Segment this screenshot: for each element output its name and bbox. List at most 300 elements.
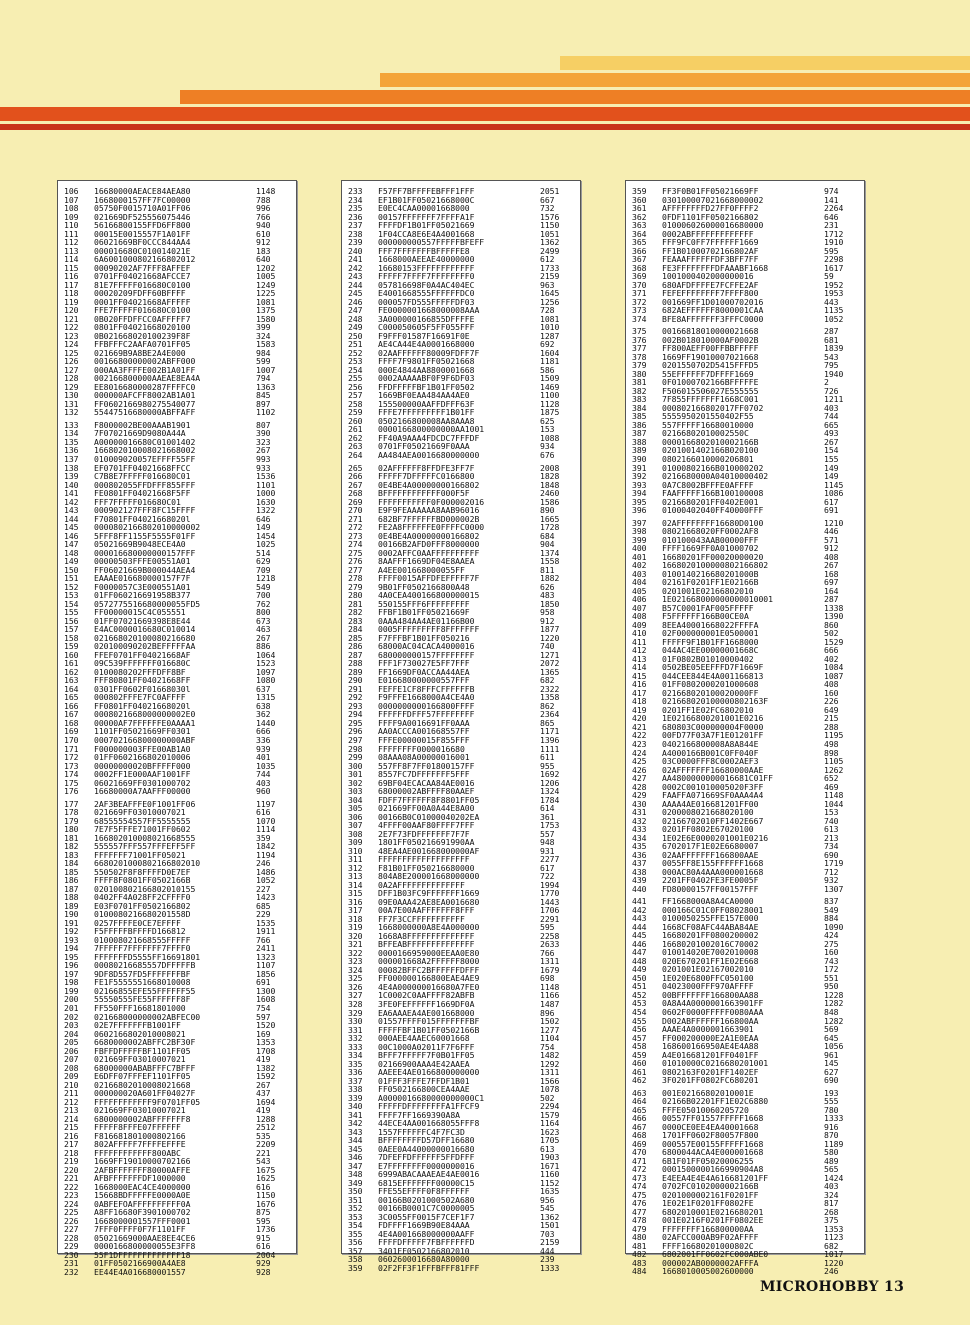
line-number: 217	[64, 1139, 79, 1150]
checksum: 1005	[256, 271, 276, 282]
checksum: 586	[540, 364, 555, 375]
line-number: 125	[64, 347, 79, 358]
checksum: 1189	[824, 1138, 844, 1149]
hex-data: 1E021668000000000010001	[662, 594, 773, 605]
line-number: 230	[64, 1249, 79, 1260]
hex-data: E03F0701FF0502166802	[94, 900, 191, 911]
hex-data: 8557FC7DFFFFFFF5FFF	[378, 769, 470, 780]
line-number: 384	[632, 402, 647, 413]
line-number: 223	[64, 1190, 79, 1201]
checksum: 1288	[256, 1113, 276, 1124]
line-number: 267	[348, 479, 363, 490]
checksum: 154	[824, 445, 839, 456]
line-number: 240	[348, 245, 363, 256]
checksum: 1148	[540, 981, 560, 992]
hex-data: F0000057C3E000551A01	[94, 581, 191, 592]
hex-data: FFFFF7FFFF7FFFFFFFF0	[378, 271, 475, 282]
checksum: 612	[540, 254, 555, 265]
listing-line	[348, 1264, 576, 1273]
line-number: 375	[632, 326, 647, 337]
hex-data: 16680201FF0800200002	[662, 930, 759, 941]
hex-data: 7F07021669D9080A44A	[94, 428, 186, 439]
line-number: 122	[64, 322, 79, 333]
hex-data: 1557FFFFFFC4F7FC3D	[378, 1126, 465, 1137]
checksum: 886	[256, 641, 271, 652]
checksum: 502	[824, 628, 839, 639]
line-number: 313	[348, 871, 363, 882]
hex-data: EF1B01FF05021668000C	[378, 194, 475, 205]
hex-data: 4E4A001668000000AAFF	[378, 1228, 475, 1239]
checksum: 2258	[540, 930, 560, 941]
line-number: 183	[64, 849, 79, 860]
line-number: 278	[348, 573, 363, 584]
checksum: 1911	[256, 926, 276, 937]
checksum: 788	[256, 194, 271, 205]
hex-data: 00166800000002ABFF000	[94, 356, 196, 367]
hex-data: FFFF9A0016691FF0AAA	[378, 717, 470, 728]
hex-data: FE2A8FFFFFFE0FFFFC0000	[378, 522, 485, 533]
line-number: 182	[64, 841, 79, 852]
checksum: 399	[256, 322, 271, 333]
hex-data: FFF7FFFFF016680C01	[94, 496, 181, 507]
line-number: 359	[632, 186, 647, 196]
line-number: 224	[64, 1198, 79, 1209]
hex-data: 01FF0802000201000608	[662, 679, 759, 690]
checksum: 323	[256, 436, 271, 447]
checksum: 227	[256, 883, 271, 894]
line-number: 137	[64, 453, 79, 464]
hex-data: FFF80801FF04021668FF	[94, 675, 191, 686]
hex-data: 020100802166802010155	[94, 883, 196, 894]
hex-data: 0572775516680000055FD5	[94, 598, 201, 609]
hex-data: 802AFFFFF7FFFFEFFFE	[94, 1139, 186, 1150]
hex-data: 0602600016680A80000	[378, 1254, 470, 1265]
checksum: 667	[540, 194, 555, 205]
checksum: 1994	[540, 879, 560, 890]
line-number: 194	[64, 943, 79, 954]
line-number: 347	[348, 1160, 363, 1171]
checksum: 2004	[256, 1249, 276, 1260]
checksum: 403	[256, 777, 271, 788]
line-number: 314	[348, 879, 363, 890]
checksum: 692	[540, 339, 555, 350]
line-number: 454	[632, 1006, 647, 1017]
hex-data: FFFF1669FF0A01000702	[662, 543, 759, 554]
hex-data: 010008021668555FFFFF	[94, 934, 191, 945]
line-number: 345	[348, 1143, 363, 1154]
checksum: 1353	[256, 1037, 276, 1048]
hex-data: 01010000C0216680201001	[662, 1058, 769, 1069]
line-number: 259	[348, 407, 363, 418]
hex-data: 02166B02201FF1E02C6880	[662, 1096, 769, 1107]
line-number: 315	[348, 888, 363, 899]
line-number: 367	[632, 254, 647, 265]
hex-data: 3F0201FF0802FC680201	[662, 1075, 759, 1086]
line-number: 157	[64, 624, 79, 635]
line-number: 316	[348, 896, 363, 907]
hex-data: 021669FF03010007021	[94, 807, 186, 818]
line-number: 382	[632, 385, 647, 396]
checksum: 766	[256, 211, 271, 222]
hex-data: 0000000000166800FFFF	[378, 700, 475, 711]
line-number: 271	[348, 513, 363, 524]
line-number: 226	[64, 1215, 79, 1226]
checksum: 613	[824, 824, 839, 835]
hex-data: 06021669FF0301000702	[94, 777, 191, 788]
checksum: 1362	[540, 1211, 560, 1222]
checksum: 555	[824, 1096, 839, 1107]
hex-data: 44ECE4AA001668055FFF8	[378, 1118, 480, 1129]
checksum: 1509	[540, 373, 560, 384]
hex-data: 68000AC04CACA4000016	[378, 641, 475, 652]
hex-data: 00A7E00AAFFFFFFF8FFF	[378, 905, 475, 916]
line-number: 145	[64, 522, 79, 533]
line-number: 124	[64, 339, 79, 350]
hex-data: FFFFFFDFFF57FFFFFFFF	[378, 709, 475, 720]
checksum: 1135	[824, 305, 844, 316]
line-number: 457	[632, 1032, 647, 1043]
line-number: 184	[64, 858, 79, 869]
hex-data: 804A8E200001668000000	[378, 871, 480, 882]
line-number: 482	[632, 1249, 647, 1260]
line-number: 377	[632, 343, 647, 354]
checksum: 912	[824, 543, 839, 554]
hex-data: 02166802010008021668	[94, 1079, 191, 1090]
checksum: 665	[824, 419, 839, 430]
hex-data: 0402FF4A028FF2CFFFF0	[94, 892, 191, 903]
line-number: 344	[348, 1135, 363, 1146]
hex-data: 0201001402166B020100	[662, 445, 759, 456]
hex-data: 0502BE05EEFFFD7F1669F	[662, 662, 764, 673]
hex-data: 02166702010FF1402E667	[662, 815, 764, 826]
line-number: 357	[348, 1245, 363, 1256]
hex-data: EF0701FF04021668FFCC	[94, 462, 191, 473]
hex-data: FFE7FFFFF016680C0100	[94, 305, 191, 316]
checksum: 1097	[256, 666, 276, 677]
line-number: 374	[632, 313, 647, 324]
line-number: 227	[64, 1224, 79, 1235]
hex-data: 557FF8F7FF01800157FF	[378, 760, 475, 771]
checksum: 645	[824, 1032, 839, 1043]
line-number: 307	[348, 820, 363, 831]
hex-data: 6800044ACA4E000001668	[662, 1147, 764, 1158]
hex-data: EE44E4A016680001557	[94, 1266, 186, 1277]
hex-data: 000557E00155FFFFF1668	[662, 1138, 764, 1149]
hex-data: 0701FF04021668AFCCE7	[94, 271, 191, 282]
line-number: 451	[632, 981, 647, 992]
line-number: 396	[632, 505, 647, 516]
hex-data: 3C0055FF0015F7CEF1F7	[378, 1211, 475, 1222]
line-number: 446	[632, 938, 647, 949]
checksum: 626	[540, 581, 555, 592]
hex-data: EA6AAAEA4AE001668000	[378, 1007, 475, 1018]
checksum: 1007	[256, 364, 276, 375]
checksum: 169	[256, 1028, 271, 1039]
hex-data: 55EFFFFFF7DFFFF1669	[662, 368, 754, 379]
line-number: 303	[348, 786, 363, 797]
line-number: 405	[632, 585, 647, 596]
line-number: 282	[348, 607, 363, 618]
line-number: 383	[632, 394, 647, 405]
line-number: 452	[632, 989, 647, 1000]
line-number: 447	[632, 947, 647, 958]
line-number: 398	[632, 526, 647, 537]
line-number: 215	[64, 1122, 79, 1133]
checksum: 649	[824, 704, 839, 715]
hex-data: 01000402040FF40000FFF	[662, 505, 764, 516]
checksum: 690	[824, 1075, 839, 1086]
hex-data: FFFF7FF1669390A8A	[378, 1109, 460, 1120]
line-number: 135	[64, 436, 79, 447]
hex-data: 02AAFFFFFF80009FDFF7F	[378, 347, 480, 358]
hex-data: 166802010008021668555	[94, 832, 196, 843]
hex-data: A00000016680C01001402	[94, 436, 196, 447]
checksum: 1719	[824, 858, 844, 869]
checksum: 557	[540, 828, 555, 839]
checksum: 164	[824, 585, 839, 596]
hex-data: BFFFFFFFFD57DFF16680	[378, 1135, 475, 1146]
checksum: 580	[824, 1147, 839, 1158]
checksum: 595	[540, 922, 555, 933]
hex-data: FAAFFA071669SF0AAA4A4	[662, 790, 764, 801]
line-number: 440	[632, 883, 647, 894]
line-number: 389	[632, 445, 647, 456]
checksum: 682	[540, 675, 555, 686]
hex-data: E9F9FEAAAAAA8AAB96016	[378, 505, 480, 516]
hex-data: FFEF0701FF04021668AF	[94, 649, 191, 660]
checksum: 221	[256, 1147, 271, 1158]
line-number: 448	[632, 955, 647, 966]
hex-data: 000057FD555FFFFFDF03	[378, 296, 475, 307]
line-number: 143	[64, 505, 79, 516]
hex-data: FF1668000A8A4CA0000	[662, 896, 754, 907]
checksum: 1282	[824, 998, 844, 1009]
checksum: 1953	[824, 288, 844, 299]
checksum: 611	[540, 752, 555, 763]
checksum: 1171	[540, 726, 560, 737]
checksum: 690	[824, 849, 839, 860]
checksum: 1078	[540, 1084, 560, 1095]
checksum: 444	[540, 1245, 555, 1256]
hex-data: 680803C000000004F0000	[662, 721, 764, 732]
hex-data: 03C0000FFF8C0002AEF3	[662, 756, 759, 767]
checksum: 1679	[540, 964, 560, 975]
line-number: 212	[64, 1096, 79, 1107]
hex-data: FEFFE1CF8FFFCFFFFFFB	[378, 683, 475, 694]
hex-data: 0402166800008A8A844E	[662, 739, 759, 749]
line-number: 192	[64, 926, 79, 937]
line-number: 322	[348, 947, 363, 958]
listing-line	[632, 506, 860, 515]
line-number: 144	[64, 513, 79, 524]
line-number: 248	[348, 313, 363, 324]
hex-data: 0001FF04021668AFFFFF	[94, 296, 191, 307]
checksum: 1910	[824, 237, 844, 248]
checksum: 402	[824, 653, 839, 664]
checksum: 896	[540, 1007, 555, 1018]
line-number: 306	[348, 811, 363, 822]
checksum: 1423	[256, 892, 276, 903]
hex-data: 6B1F01FF05020006255	[662, 1155, 754, 1166]
hex-data: E4AC0000016680C010014	[94, 624, 196, 635]
hex-data: 000016680C010014021E	[94, 245, 191, 256]
hex-data: 010009020057EFFFF55FF	[94, 453, 196, 464]
line-number: 239	[348, 237, 363, 248]
hex-data: F9FFF01587F16691F0E	[378, 330, 470, 341]
line-number: 408	[632, 611, 647, 622]
line-number: 360	[632, 194, 647, 205]
checksum: 1848	[540, 479, 560, 490]
checksum: 1323	[256, 951, 276, 962]
checksum: 231	[824, 220, 839, 231]
hex-data: F57FF7BFFFFEBFFF1FFF	[378, 186, 475, 196]
line-number: 149	[64, 556, 79, 567]
checksum: 403	[824, 402, 839, 413]
hex-data: 4E4A000000016680A7FE0	[378, 981, 480, 992]
checksum: 1375	[256, 305, 276, 316]
checksum: 1625	[256, 1173, 276, 1184]
checksum: 666	[256, 726, 271, 737]
checksum: 361	[540, 811, 555, 822]
line-number: 409	[632, 619, 647, 630]
line-number: 117	[64, 279, 79, 290]
checksum: 1365	[540, 666, 560, 677]
line-number: 445	[632, 930, 647, 941]
line-number: 262	[348, 432, 363, 443]
hex-data: FFE55EFFFF0F8FFFFFF	[378, 1186, 470, 1197]
checksum: 1202	[256, 262, 276, 273]
hex-data: 1669FF19010000702166	[94, 1156, 191, 1167]
hex-data: 0802163F0201FF1402EF	[662, 1066, 759, 1077]
checksum: 1469	[540, 381, 560, 392]
hex-data: FFFFFFFFFFFFFFFFFFF	[378, 854, 470, 865]
line-number: 412	[632, 645, 647, 656]
checksum: 1952	[824, 279, 844, 290]
line-number: 414	[632, 662, 647, 673]
hex-data: FFFE7FFFFFFFFF1B01FF	[378, 407, 475, 418]
hex-data: FFFF7F9801FF05021668	[378, 356, 475, 367]
hex-data: 000902127FFF8FC15FFFF	[94, 505, 196, 516]
stripe-yellow	[560, 56, 970, 70]
checksum: 153	[540, 424, 555, 435]
line-number: 372	[632, 296, 647, 307]
line-number: 189	[64, 900, 79, 911]
line-number: 410	[632, 628, 647, 639]
line-number: 151	[64, 573, 79, 584]
checksum: 1211	[824, 394, 844, 405]
checksum: 1608	[256, 994, 276, 1005]
hex-data: 0200008021668020100	[662, 807, 754, 818]
hex-data: 3A000000166855DFFFFE	[378, 313, 475, 324]
hex-data: 000000AFCFF8002AB1A01	[94, 390, 196, 401]
hex-data: 021669FF03010007021	[94, 1105, 186, 1116]
hex-data: FFFFFBF1B01FF0502166B	[378, 1024, 480, 1035]
line-number: 273	[348, 530, 363, 541]
line-number: 380	[632, 368, 647, 379]
line-number: 311	[348, 854, 363, 865]
line-number: 333	[348, 1041, 363, 1052]
hex-data: DFF1B03FC9FFFFFFF1669	[378, 888, 480, 899]
checksum: 1025	[256, 539, 276, 550]
line-number: 435	[632, 841, 647, 852]
line-number: 274	[348, 539, 363, 550]
line-number: 416	[632, 679, 647, 690]
line-number: 321	[348, 939, 363, 950]
hex-data: A0000016680000000000C1	[378, 1092, 485, 1103]
checksum: 616	[256, 1181, 271, 1192]
line-number: 204	[64, 1028, 79, 1039]
checksum: 1362	[540, 237, 560, 248]
hex-data: 0AAA484AA4AE01166B00	[378, 615, 475, 626]
line-number: 319	[348, 922, 363, 933]
checksum: 807	[256, 419, 271, 430]
line-number: 193	[64, 934, 79, 945]
checksum: 1052	[824, 313, 844, 324]
hex-data: 06021669BF0CCC844AA4	[94, 237, 191, 248]
checksum: 213	[824, 832, 839, 843]
checksum: 336	[256, 735, 271, 745]
line-number: 213	[64, 1105, 79, 1116]
hex-data: 002166800000AAEAE8EA4A	[94, 373, 201, 384]
line-number: 139	[64, 471, 79, 482]
hex-data: 1668010005002600000	[662, 1266, 754, 1277]
line-number: 121	[64, 313, 79, 324]
hex-data: C7B8E7FFFFF016680C01	[94, 471, 191, 482]
hex-data: 0201000002161F0201FF	[662, 1189, 759, 1200]
hex-data: FFFFFFFD5555FF16691801	[94, 951, 201, 962]
checksum: 811	[540, 564, 555, 575]
line-number: 402	[632, 560, 647, 571]
hex-data: 682AEFFFFFF8000001CAA	[662, 305, 764, 316]
checksum: 1708	[256, 1045, 276, 1056]
listing-column-3	[625, 180, 865, 1277]
hex-data: 2AFBFFFFFFF80000AFFE	[94, 1164, 191, 1175]
hex-data: 8EEA40001668022FFFFA	[662, 619, 759, 630]
checksum: 408	[824, 679, 839, 690]
checksum: 1152	[540, 1177, 560, 1188]
checksum: 955	[540, 760, 555, 771]
hex-data: 000AC80A4AAA000001668	[662, 866, 764, 877]
hex-data: 1668000000A8E4A000000	[378, 922, 480, 933]
line-number: 196	[64, 960, 79, 971]
checksum: 1107	[256, 960, 276, 971]
listing-line	[632, 315, 860, 324]
hex-data: 7FFF0FFFF0F7F1101FF	[94, 1224, 186, 1235]
line-number: 190	[64, 909, 79, 920]
line-number: 427	[632, 773, 647, 784]
line-number: 341	[348, 1109, 363, 1120]
line-number: 231	[64, 1258, 79, 1269]
line-number: 147	[64, 539, 79, 550]
checksum: 974	[824, 186, 839, 196]
hex-data: 00000503FFFE00551A01	[94, 556, 191, 567]
checksum: 1197	[256, 798, 276, 809]
checksum: 149	[256, 522, 271, 533]
hex-data: FE1F5555551668010008	[94, 977, 191, 988]
line-number: 288	[348, 658, 363, 669]
hex-data: 01F0802B01010000402	[662, 653, 754, 664]
hex-data: FF000200000E2A1E0EAA	[662, 1032, 759, 1043]
checksum: 2322	[540, 683, 560, 694]
checksum: 1523	[256, 658, 276, 669]
hex-data: 00015E0015557F1A01FF	[94, 228, 191, 239]
checksum: 1338	[824, 602, 844, 613]
hex-data: 0001500000166990904A8	[662, 1164, 764, 1175]
line-number: 480	[632, 1232, 647, 1243]
hex-data: FFFFFFFFFFFF800ABC	[94, 1147, 181, 1158]
line-number: 481	[632, 1240, 647, 1251]
line-number: 166	[64, 700, 79, 711]
